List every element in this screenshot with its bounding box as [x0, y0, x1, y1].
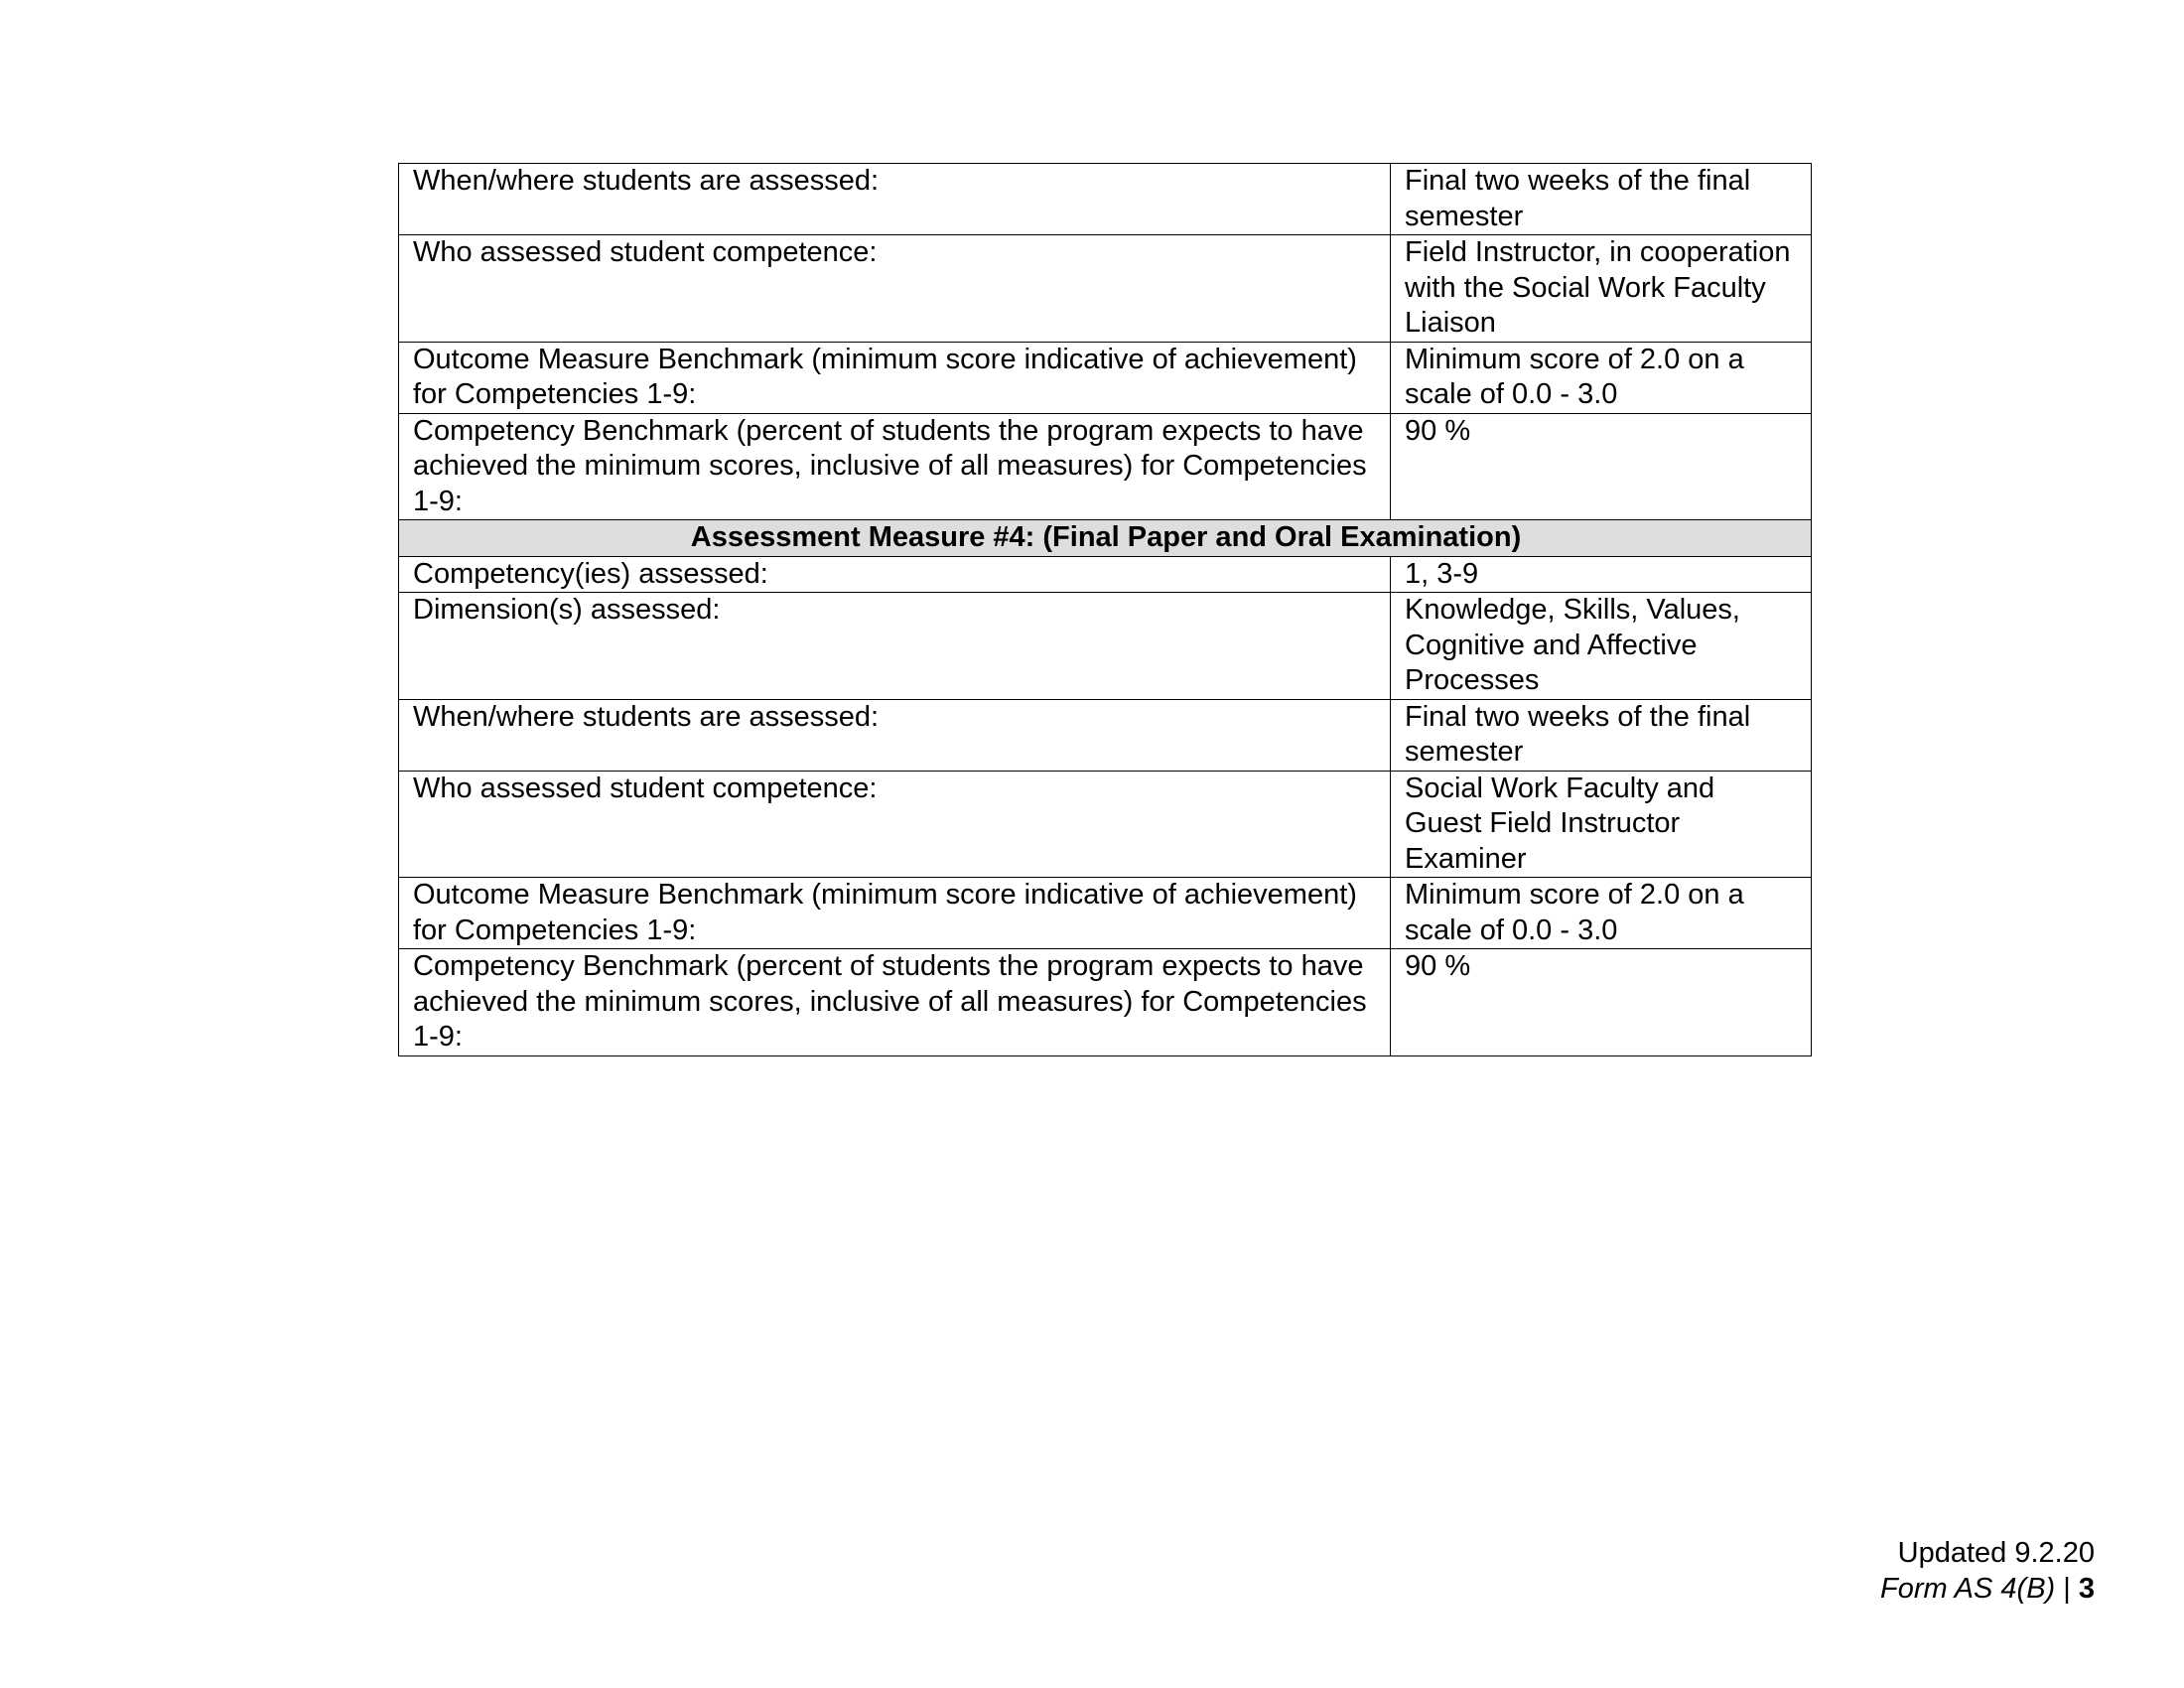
updated-date: Updated 9.2.20 [1897, 1537, 2095, 1569]
row-label: Who assessed student competence: [399, 235, 1391, 343]
page-footer [1880, 1535, 2095, 1607]
row-label: Outcome Measure Benchmark (minimum score indicative of achievement) for Competencies 1-9: [399, 342, 1391, 413]
section-header-row [399, 520, 1812, 557]
table-row [399, 699, 1812, 771]
table-row [399, 413, 1812, 520]
table-row [399, 342, 1812, 413]
footer-separator: | [2055, 1573, 2079, 1605]
row-label: Dimension(s) assessed: [399, 593, 1391, 700]
form-name: Form AS 4(B) [1880, 1573, 2056, 1605]
row-value: Field Instructor, in cooperation with the Social Work Faculty Liaison [1391, 235, 1812, 343]
table-row [399, 235, 1812, 343]
form-footer-line [1880, 1571, 2095, 1607]
row-value: Minimum score of 2.0 on a scale of 0.0 - 3.0 [1391, 878, 1812, 949]
section-header: Assessment Measure #4: (Final Paper and Oral Examination) [399, 520, 1812, 557]
row-value: 90 % [1391, 949, 1812, 1056]
page-number: 3 [2078, 1573, 2095, 1605]
row-value: 90 % [1391, 413, 1812, 520]
row-value: Final two weeks of the final semester [1391, 699, 1812, 771]
row-label: When/where students are assessed: [399, 164, 1391, 235]
row-label: Competency(ies) assessed: [399, 556, 1391, 593]
row-label: Competency Benchmark (percent of students the program expects to have achieved the minimum scores, inclusive of all measures) for Competencies 1-9: [399, 949, 1391, 1056]
row-label: When/where students are assessed: [399, 699, 1391, 771]
table-row [399, 771, 1812, 878]
table-row [399, 556, 1812, 593]
row-label: Competency Benchmark (percent of students the program expects to have achieved the minimum scores, inclusive of all measures) for Competencies 1-9: [399, 413, 1391, 520]
row-value: Knowledge, Skills, Values, Cognitive and Affective Processes [1391, 593, 1812, 700]
row-value: Minimum score of 2.0 on a scale of 0.0 - 3.0 [1391, 342, 1812, 413]
table-row [399, 949, 1812, 1056]
row-value: 1, 3-9 [1391, 556, 1812, 593]
row-label: Who assessed student competence: [399, 771, 1391, 878]
assessment-table [398, 163, 1812, 1056]
table-row [399, 593, 1812, 700]
table-row [399, 878, 1812, 949]
table-row [399, 164, 1812, 235]
row-value: Social Work Faculty and Guest Field Instructor Examiner [1391, 771, 1812, 878]
row-value: Final two weeks of the final semester [1391, 164, 1812, 235]
row-label: Outcome Measure Benchmark (minimum score indicative of achievement) for Competencies 1-9: [399, 878, 1391, 949]
